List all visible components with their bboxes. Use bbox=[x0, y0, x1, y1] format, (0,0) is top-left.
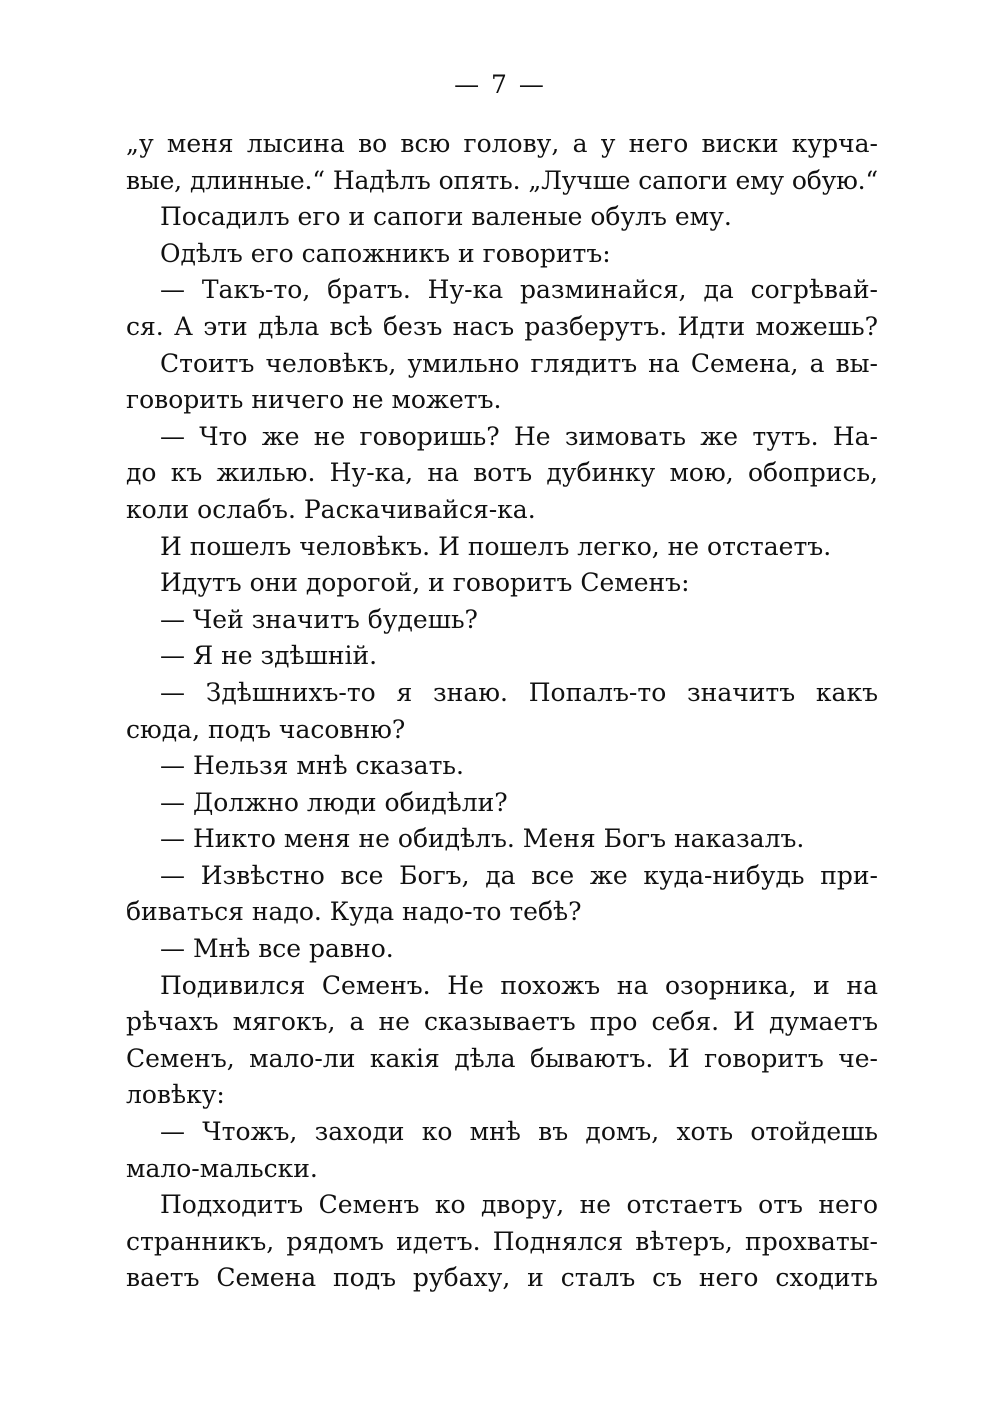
text-line: — Никто меня не обидѣлъ. Меня Богъ наказалъ. bbox=[160, 824, 805, 854]
text-line: — Нельзя мнѣ сказать. bbox=[160, 751, 464, 781]
text-line: говорить ничего не можетъ. bbox=[126, 385, 502, 415]
text-line: — Что же не говоришь? Не зимовать же тутъ. На- bbox=[160, 421, 878, 451]
text-line: Одѣлъ его сапожникъ и говоритъ: bbox=[160, 238, 611, 268]
text-line: Подивился Семенъ. Не похожъ на озорника, и на bbox=[160, 970, 878, 1000]
text-line: Идутъ они дорогой, и говоритъ Семенъ: bbox=[160, 568, 690, 598]
text-line: — Должно люди обидѣли? bbox=[160, 787, 508, 817]
page-text bbox=[126, 126, 878, 1297]
text-line: — Такъ-то, братъ. Ну-ка разминайся, да согрѣвай- bbox=[160, 275, 878, 305]
text-line: ваетъ Семена подъ рубаху, и сталъ съ него сходить bbox=[126, 1263, 878, 1293]
text-line: — Я не здѣшній. bbox=[160, 641, 378, 671]
page-number: — 7 — bbox=[454, 70, 546, 99]
text-line: мало-мальски. bbox=[126, 1153, 318, 1183]
text-line: — Чей значитъ будешь? bbox=[160, 604, 478, 634]
text-line: ся. А эти дѣла всѣ безъ насъ разберутъ. Идти можешь? bbox=[126, 311, 878, 341]
text-line: биваться надо. Куда надо-то тебѣ? bbox=[126, 897, 582, 927]
text-line: — Мнѣ все равно. bbox=[160, 934, 394, 964]
text-line: „у меня лысина во всю голову, а у него виски курча- bbox=[126, 129, 878, 158]
text-line: Стоитъ человѣкъ, умильно глядитъ на Семена, а вы- bbox=[160, 348, 878, 378]
text-line: И пошелъ человѣкъ. И пошелъ легко, не отстаетъ. bbox=[160, 531, 832, 561]
text-line: — Здѣшнихъ-то я знаю. Попалъ-то значитъ какъ bbox=[160, 677, 878, 707]
text-line: вые, длинные.“ Надѣлъ опять. „Лучше сапоги ему обую.“ bbox=[126, 165, 878, 195]
text-line: коли ослабъ. Раскачивайся-ка. bbox=[126, 494, 536, 524]
text-line: Семенъ, мало-ли какія дѣла бываютъ. И говоритъ че- bbox=[126, 1043, 878, 1073]
text-line: рѣчахъ мягокъ, а не сказываетъ про себя. И думаетъ bbox=[126, 1007, 878, 1037]
text-line: — Чтожъ, заходи ко мнѣ въ домъ, хоть отойдешь bbox=[160, 1117, 878, 1147]
text-line: ловѣку: bbox=[126, 1080, 225, 1110]
text-line: Подходитъ Семенъ ко двору, не отстаетъ отъ него bbox=[160, 1190, 878, 1220]
text-line: — Извѣстно все Богъ, да все же куда-нибудь при- bbox=[160, 860, 878, 890]
text-line: странникъ, рядомъ идетъ. Поднялся вѣтеръ, прохваты- bbox=[126, 1226, 878, 1256]
text-line: сюда, подъ часовню? bbox=[126, 714, 406, 744]
text-line: Посадилъ его и сапоги валеные обулъ ему. bbox=[160, 202, 732, 232]
text-line: до къ жилью. Ну-ка, на вотъ дубинку мою, обопрись, bbox=[126, 458, 878, 488]
